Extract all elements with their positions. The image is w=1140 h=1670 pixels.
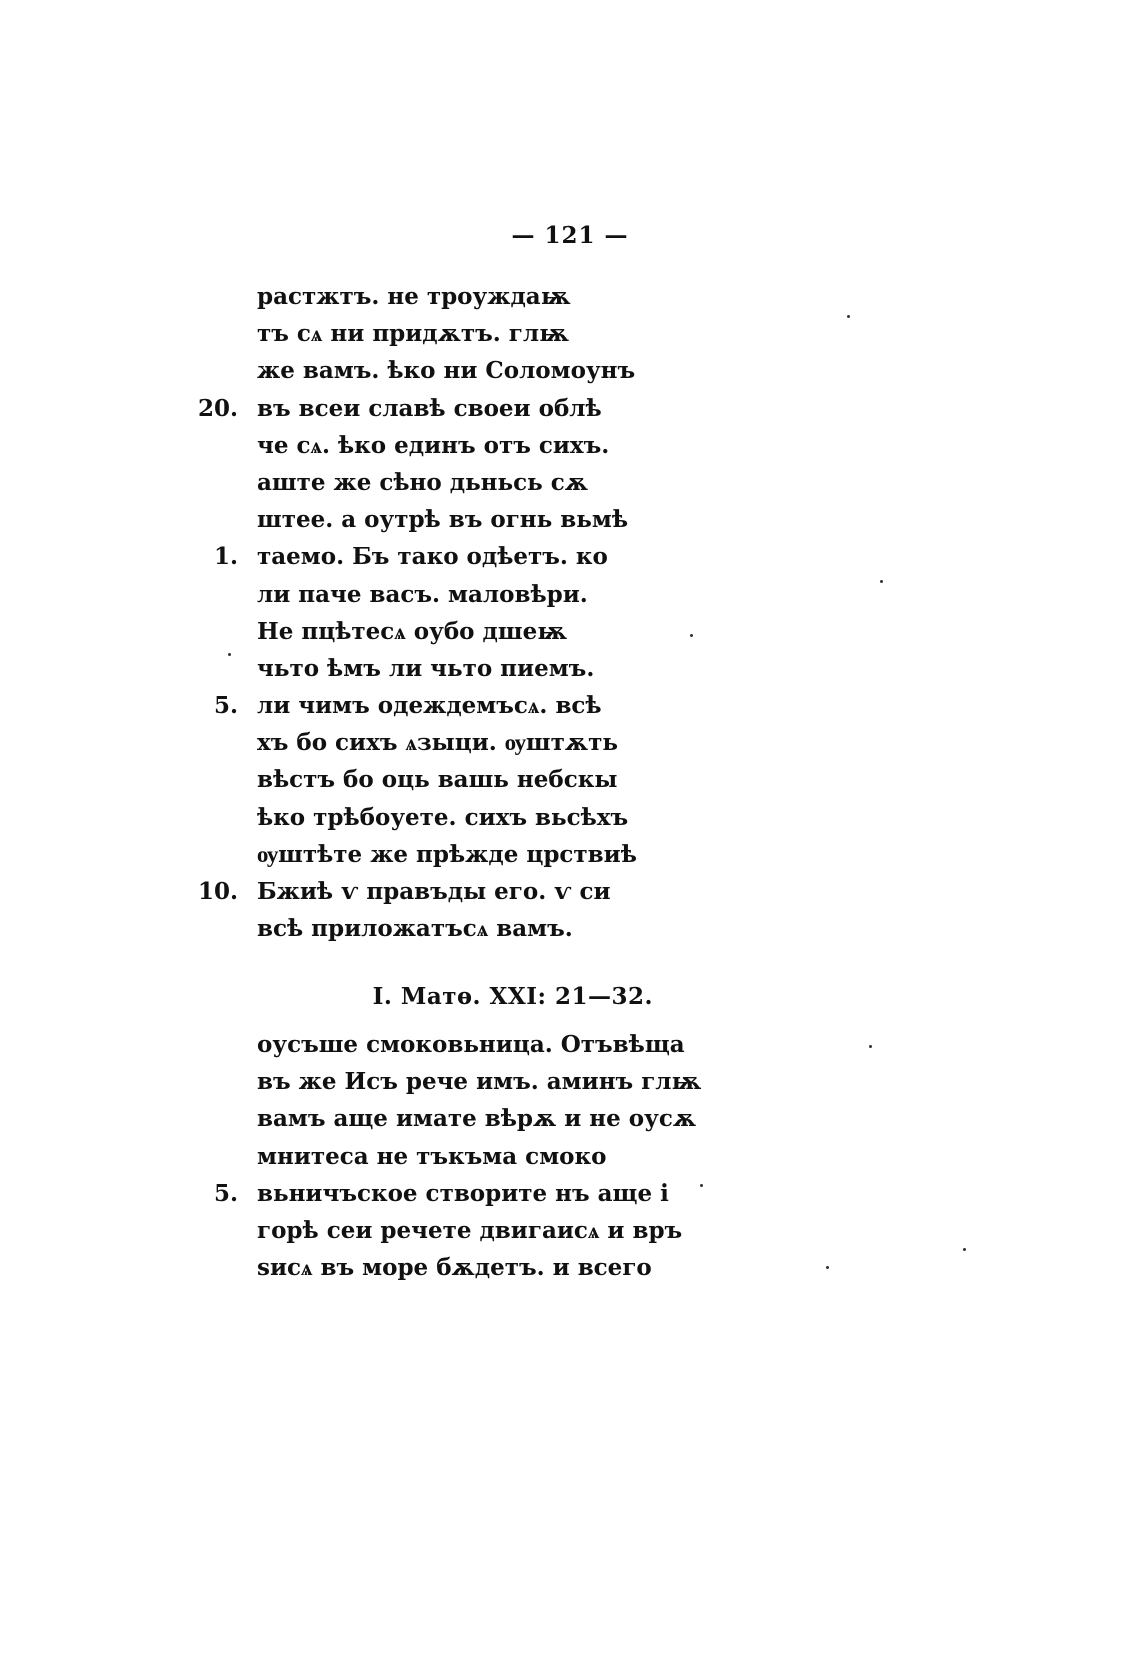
text-line [190,650,790,687]
verse-number: 20. [197,394,238,422]
text-line [190,761,790,798]
line-text: штее. а оутрѣ въ огнь вьмѣ [257,506,628,534]
line-text: ѹштѣте же прѣжде црствиѣ [257,840,637,868]
text-line [190,1100,790,1137]
text-line [190,1026,790,1063]
scan-speck [700,1184,703,1187]
line-text: вѣстъ бо оць вашь небскы [257,766,618,794]
text-line [190,799,790,836]
text-line [190,1175,790,1212]
text-line [190,613,790,650]
line-text: аште же сѣно дьньсь сѫ [257,468,588,496]
line-text: растжтъ. не троуждаѭ [257,283,571,310]
line-text: оусъше смоковьница. Отъвѣща [257,1031,685,1058]
text-line [190,1212,790,1249]
verse-number: 1. [213,543,238,571]
line-text: ѣко трѣбоуете. сихъ вьсѣхъ [257,803,629,831]
passage-two [190,1026,790,1286]
line-text: Бжиѣ ѵ правъды его. ѵ си [257,878,611,905]
line-text: вьничъское створите нъ аще і [257,1179,669,1207]
scan-speck [963,1248,966,1251]
line-text: ли чимъ одеждемъсѧ. всѣ [257,692,602,720]
scan-speck [690,634,693,637]
line-text: таемо. Бъ тако одѣетъ. ко [257,543,608,571]
scan-speck [228,653,231,656]
scan-speck [826,1266,829,1269]
scan-speck [847,315,850,318]
line-text: че сѧ. ѣко единъ отъ сихъ. [257,431,610,459]
line-text: тъ сѧ ни придѫтъ. глѭ [257,320,569,348]
line-text: мнитеса не тъкъма смоко [257,1142,607,1170]
line-text: ли паче васъ. маловѣри. [257,580,588,608]
line-text: въ всеи славѣ своеи облѣ [257,394,602,422]
line-text: горѣ сеи речете двигаисѧ и връ [257,1216,683,1244]
text-line [190,724,790,761]
line-text: чьто ѣмъ ли чьто пиемъ. [257,654,595,682]
text-line [190,873,790,910]
text-line [190,501,790,538]
text-line [190,390,790,427]
text-line [190,352,790,389]
line-text: вамъ аще имате вѣрѫ и не оусѫ [257,1105,697,1133]
section-heading: І. Матѳ. XXI: 21—32. [372,983,653,1010]
text-line [190,687,790,724]
text-line [190,427,790,464]
scan-speck [880,580,883,583]
line-text: ѕисѧ въ море бѫдетъ. и всего [257,1254,652,1282]
text-line [190,836,790,873]
text-line [190,278,790,315]
page-number: — 121 — [511,222,629,249]
verse-number: 10. [197,878,238,905]
text-line [190,1249,790,1286]
text-line [190,464,790,501]
line-text: Не пцѣтесѧ оубо дшеѭ [257,617,568,645]
verse-number: 5. [213,1179,238,1207]
line-text: всѣ приложатъсѧ вамъ. [257,915,573,943]
text-line [190,910,790,947]
verse-number: 5. [213,692,238,720]
text-line [190,1138,790,1175]
text-line [190,1063,790,1100]
line-text: въ же Исъ рече имъ. аминъ глѭ [257,1068,702,1096]
text-line [190,538,790,575]
line-text: же вамъ. ѣко ни Соломоунъ [257,357,636,385]
passage-one [190,278,790,947]
line-text: хъ бо сихъ ѧзыци. ѹштѫть [257,729,618,757]
scan-speck [869,1045,872,1048]
text-line [190,315,790,352]
text-line [190,576,790,613]
